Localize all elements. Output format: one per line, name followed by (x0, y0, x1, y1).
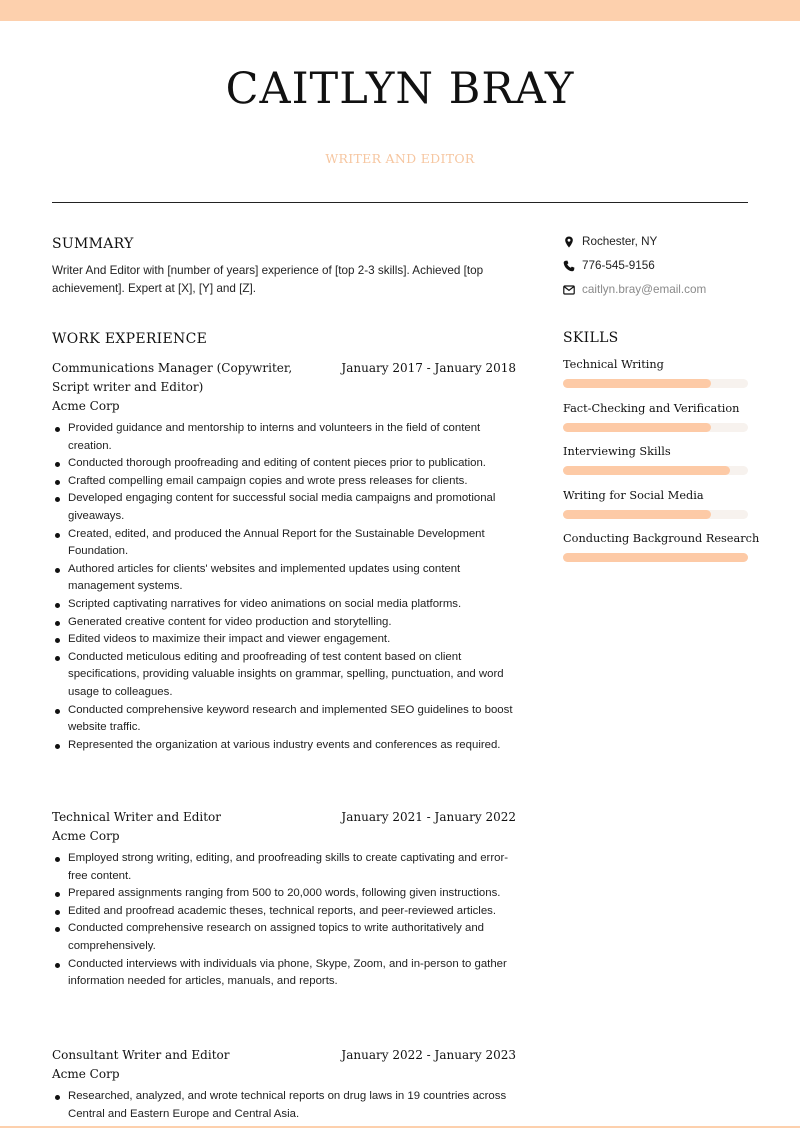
skill-bar-fill (563, 379, 711, 388)
skill-name: Writing for Social Media (563, 489, 704, 502)
candidate-name: CAITLYN BRAY (225, 64, 575, 114)
job-bullet: Crafted compelling email campaign copies and wrote press releases for clients. (52, 473, 516, 491)
skill-bar-fill (563, 553, 748, 562)
job-title: Technical Writer and Editor (52, 810, 222, 824)
job-bullet: Conducted comprehensive research on assigned topics to write authoritatively and comprehensively. (52, 920, 516, 955)
job-bullet: Provided guidance and mentorship to interns and volunteers in the field of content creation. (52, 420, 516, 455)
phone-icon (563, 260, 575, 272)
job-bullet: Employed strong writing, editing, and proofreading skills to create captivating and error-free content. (52, 850, 516, 885)
job-bullet: Conducted comprehensive keyword research and implemented SEO guidelines to boost website traffic. (52, 702, 516, 737)
job-bullet: Conducted thorough proofreading and editing of content pieces prior to publication. (52, 455, 516, 473)
location-text: Rochester, NY (582, 235, 658, 248)
email-link[interactable]: caitlyn.bray@email.com (582, 283, 707, 296)
job-entry (52, 1046, 516, 1123)
map-pin-icon (563, 236, 575, 248)
skill-bar-fill (563, 466, 730, 475)
skill-name: Interviewing Skills (563, 445, 671, 458)
skill-bar (563, 423, 748, 432)
top-accent-band (0, 0, 800, 21)
phone-text: 776-545-9156 (582, 259, 655, 272)
skill-name: Technical Writing (563, 358, 664, 371)
job-bullet: Edited and proofread academic theses, technical reports, and peer-reviewed articles. (52, 903, 516, 921)
skill-item (563, 531, 760, 562)
job-bullet: Edited videos to maximize their impact and viewer engagement. (52, 631, 516, 649)
job-dates: January 2017 - January 2018 (341, 361, 516, 375)
job-bullet: Authored articles for clients' websites and implemented updates using content management systems. (52, 561, 516, 596)
candidate-role: WRITER AND EDITOR (325, 151, 475, 166)
job-dates: January 2021 - January 2022 (341, 810, 516, 824)
job-bullet: Researched, analyzed, and wrote technical reports on drug laws in 19 countries across Central and Eastern Europe and Central Asia. (52, 1088, 516, 1123)
job-bullet: Prepared assignments ranging from 500 to 20,000 words, following given instructions. (52, 885, 516, 903)
job-company: Acme Corp (52, 1067, 120, 1081)
job-title: Communications Manager (Copywriter, Script writer and Editor) (52, 361, 293, 394)
summary-heading: SUMMARY (52, 236, 134, 252)
envelope-icon (563, 284, 575, 296)
job-bullet: Scripted captivating narratives for video animations on social media platforms. (52, 596, 516, 614)
job-company: Acme Corp (52, 829, 120, 843)
job-dates: January 2022 - January 2023 (341, 1048, 516, 1062)
skill-item (563, 444, 748, 475)
job-bullet: Developed engaging content for successful social media campaigns and promotional giveaways. (52, 490, 516, 525)
job-bullet: Generated creative content for video production and storytelling. (52, 614, 516, 632)
skill-bar-fill (563, 423, 711, 432)
skill-bar (563, 379, 748, 388)
job-bullets (52, 850, 516, 991)
skill-name: Conducting Background Research (563, 532, 760, 545)
job-entry (52, 808, 516, 991)
summary-text: Writer And Editor with [number of years] experience of [top 2-3 skills]. Achieved [top achievement]. Expert at [X], [Y] and [Z]. (52, 264, 484, 295)
work-experience-heading: WORK EXPERIENCE (52, 331, 208, 347)
job-bullet: Conducted interviews with individuals via phone, Skype, Zoom, and in-person to gather information needed for articles, manuals, and reports. (52, 956, 516, 991)
job-bullets (52, 1088, 516, 1123)
job-entry (52, 359, 516, 754)
skill-bar (563, 466, 748, 475)
job-company: Acme Corp (52, 399, 120, 413)
skill-bar (563, 553, 748, 562)
header-divider (52, 202, 748, 203)
job-bullet: Created, edited, and produced the Annual Report for the Sustainable Development Foundation. (52, 526, 516, 561)
job-bullet: Represented the organization at various industry events and conferences as required. (52, 737, 516, 755)
skill-bar-fill (563, 510, 711, 519)
job-bullets (52, 420, 516, 754)
contact-phone (563, 259, 655, 272)
contact-location (563, 235, 657, 248)
skill-bar (563, 510, 748, 519)
skill-item (563, 357, 748, 388)
skills-heading: SKILLS (563, 330, 619, 346)
skill-item (563, 488, 748, 519)
job-bullet: Conducted meticulous editing and proofreading of test content based on client specifications, providing valuable insights on grammar, spelling, punctuation, and word usage to colleagues. (52, 649, 516, 702)
skill-item (563, 401, 748, 432)
skill-name: Fact-Checking and Verification (563, 402, 740, 415)
job-title: Consultant Writer and Editor (52, 1048, 230, 1062)
contact-email[interactable] (563, 283, 706, 296)
